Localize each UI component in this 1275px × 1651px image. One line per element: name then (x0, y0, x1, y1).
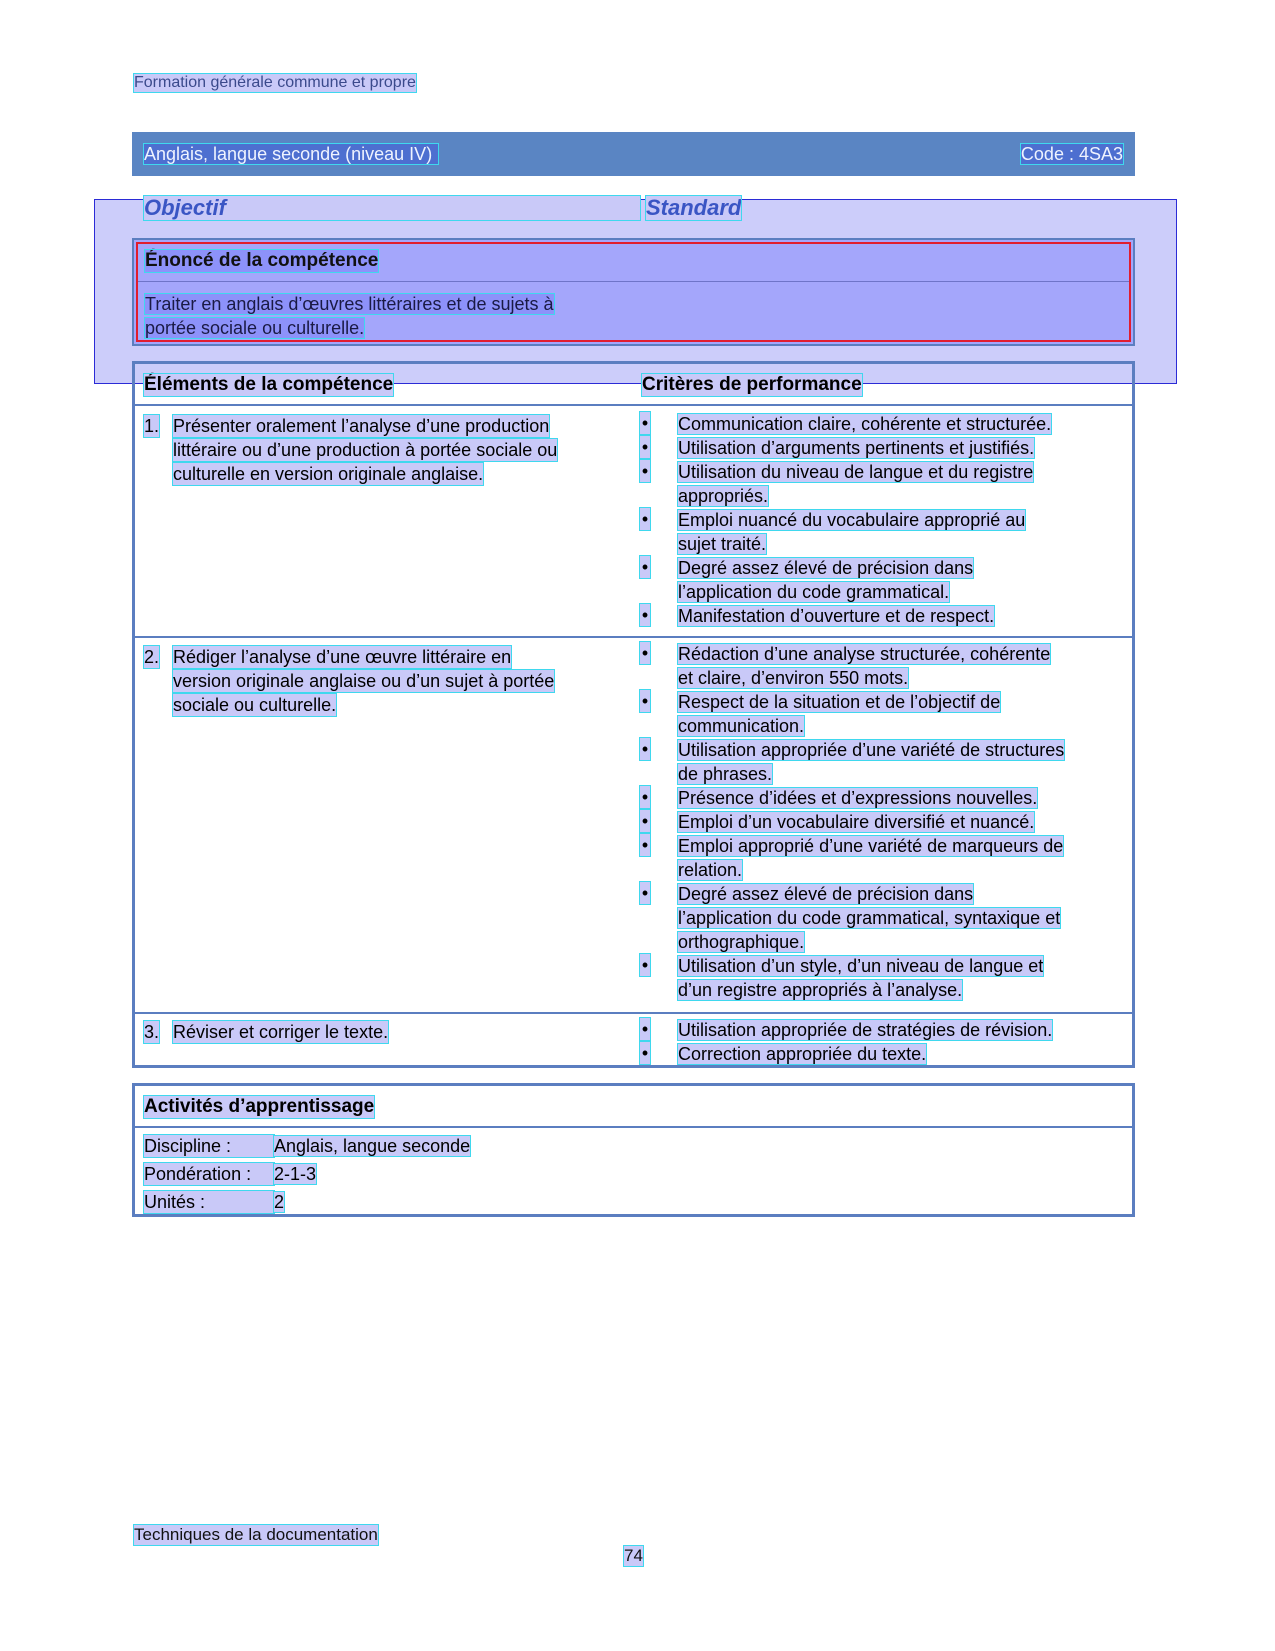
list-item: • Rédaction d’une analyse structurée, cohérente et claire, d’environ 550 mots. (640, 642, 1118, 690)
footer-program-name: Techniques de la documentation (134, 1525, 378, 1544)
element-text (173, 645, 621, 717)
document-header: Formation générale commune et propre (134, 74, 416, 91)
competence-statement-text (145, 292, 615, 340)
divider (138, 281, 1129, 282)
divider (135, 1012, 1132, 1014)
element-text (173, 414, 621, 486)
unites-label: Unités : (144, 1191, 274, 1213)
discipline-value: Anglais, langue seconde (274, 1136, 471, 1156)
learning-activities-title: Activités d’apprentissage (144, 1096, 375, 1117)
ponderation-label: Pondération : (144, 1163, 274, 1185)
element-number: 1. (144, 416, 160, 436)
criteria-list (640, 1018, 1118, 1066)
column-header-criteria: Critères de performance (642, 374, 862, 395)
divider (135, 1126, 1132, 1128)
list-item: • Utilisation d’arguments pertinents et justifiés. (640, 436, 1118, 460)
list-item: • Utilisation appropriée de stratégies de révision. (640, 1018, 1118, 1042)
divider (135, 636, 1132, 638)
list-item: • Utilisation appropriée d’une variété de structures de phrases. (640, 738, 1118, 786)
list-item: • Communication claire, cohérente et structurée. (640, 412, 1118, 436)
criteria-list (640, 412, 1118, 628)
element-text (173, 1020, 621, 1044)
list-item: • Utilisation d’un style, d’un niveau de langue et d’un registre appropriés à l’analyse. (640, 954, 1118, 1002)
divider (135, 404, 1132, 406)
element-line: Présenter oralement l’analyse d’une production (173, 416, 550, 436)
column-header-elements: Éléments de la compétence (144, 374, 394, 395)
ponderation-row (144, 1163, 316, 1185)
element-line: littéraire ou d’une production à portée sociale ou (173, 440, 558, 460)
unites-value: 2 (274, 1192, 285, 1212)
discipline-row (144, 1135, 470, 1157)
element-line: culturelle en version originale anglaise. (173, 464, 484, 484)
list-item: • Emploi d’un vocabulaire diversifié et nuancé. (640, 810, 1118, 834)
element-line: version originale anglaise ou d’un sujet à portée (173, 671, 555, 691)
statement-line: portée sociale ou culturelle. (145, 318, 365, 338)
course-title: Anglais, langue seconde (niveau IV) (144, 144, 438, 164)
element-number: 2. (144, 647, 160, 667)
standard-heading: Standard (646, 195, 742, 220)
course-title-bar (132, 132, 1135, 176)
element-line: Réviser et corriger le texte. (173, 1022, 389, 1042)
statement-line: Traiter en anglais d’œuvres littéraires et de sujets à (145, 294, 554, 314)
competence-statement-title: Énoncé de la compétence (145, 250, 379, 271)
element-number: 3. (144, 1022, 160, 1042)
list-item: • Manifestation d’ouverture et de respect. (640, 604, 1118, 628)
list-item: • Respect de la situation et de l’objectif de communication. (640, 690, 1118, 738)
list-item: • Utilisation du niveau de langue et du registre appropriés. (640, 460, 1118, 508)
element-line: sociale ou culturelle. (173, 695, 337, 715)
page-number: 74 (624, 1546, 643, 1565)
element-line: Rédiger l’analyse d’une œuvre littéraire en (173, 647, 512, 667)
unites-row (144, 1191, 284, 1213)
criteria-list (640, 642, 1118, 1002)
discipline-label: Discipline : (144, 1135, 274, 1157)
list-item: • Correction appropriée du texte. (640, 1042, 1118, 1066)
ponderation-value: 2-1-3 (274, 1164, 317, 1184)
objectif-heading: Objectif (144, 196, 640, 220)
list-item: • Degré assez élevé de précision dans l’application du code grammatical, syntaxique et orthographique. (640, 882, 1118, 954)
list-item: • Emploi nuancé du vocabulaire approprié au sujet traité. (640, 508, 1118, 556)
list-item: • Emploi approprié d’une variété de marqueurs de relation. (640, 834, 1118, 882)
course-code: Code : 4SA3 (1020, 144, 1123, 164)
list-item: • Présence d’idées et d’expressions nouvelles. (640, 786, 1118, 810)
list-item: • Degré assez élevé de précision dans l’application du code grammatical. (640, 556, 1118, 604)
